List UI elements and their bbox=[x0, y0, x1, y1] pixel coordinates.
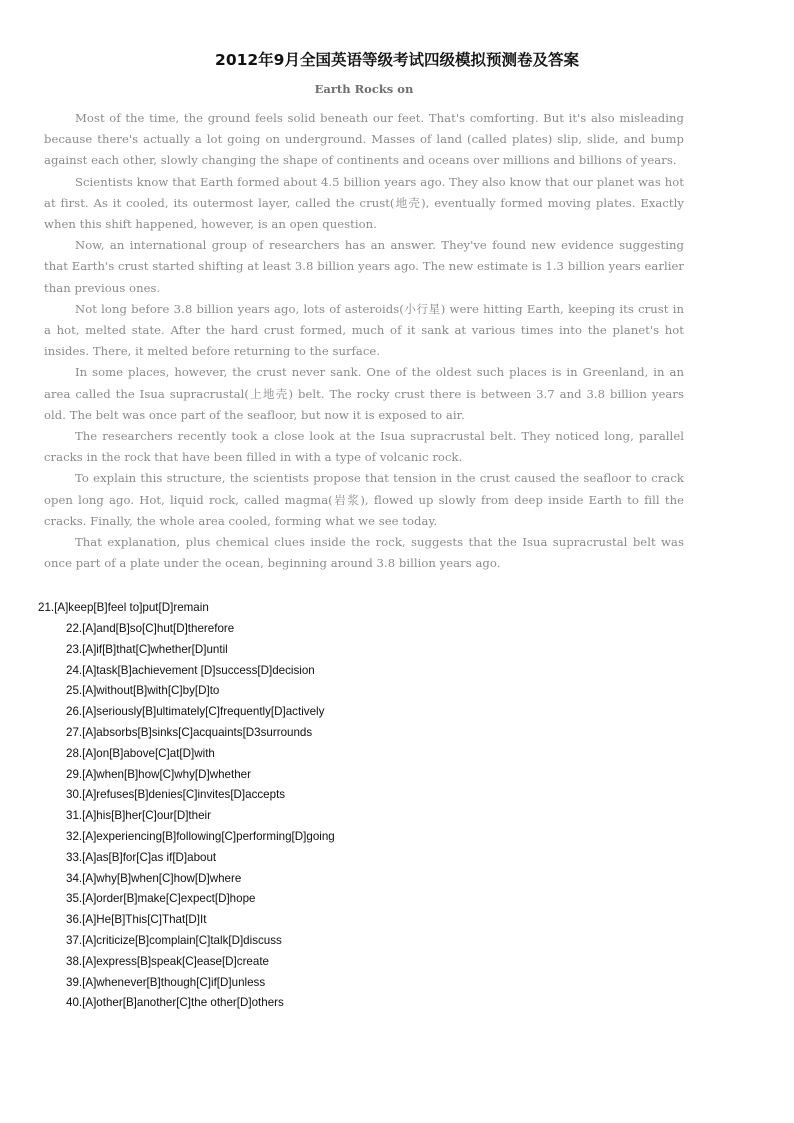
option-22: 22.[A]and[B]so[C]hut[D]therefore bbox=[66, 622, 235, 635]
option-38: 38.[A]express[B]speak[C]ease[D]create bbox=[66, 955, 269, 968]
article-paragraph-2: Scientists know that Earth formed about 4.5 billion years ago. They also know that our planet was hot at first. As it cooled, its outermost layer, called the crust(地壳), eventually formed moving plates. Exactly when this shift happened, however, is an open question. bbox=[44, 174, 684, 232]
article-paragraph-1: Most of the time, the ground feels solid beneath our feet. That's comforting. But it's also misleading because there's actually a lot going on underground. Masses of land (called plates) slip, slide, and bump against each other, slowly changing the shape of continents and oceans over millions and billions of years. bbox=[44, 111, 684, 168]
article-paragraph-5: In some places, however, the crust never sank. One of the oldest such places is in Greenland, in an area called the Isua supracrustal(上地壳) belt. The rocky crust there is between 3.7 and 3.8 billion years old. The belt was once part of the seafloor, but now it is exposed to air. bbox=[44, 365, 684, 422]
option-25: 25.[A]without[B]with[C]by[D]to bbox=[66, 684, 220, 697]
option-32: 32.[A]experiencing[B]following[C]performing[D]going bbox=[66, 830, 335, 843]
option-39: 39.[A]whenever[B]though[C]if[D]unless bbox=[66, 976, 266, 989]
option-21: 21.[A]keep[B]feel to]put[D]remain bbox=[38, 601, 209, 614]
article-paragraph-8: That explanation, plus chemical clues inside the rock, suggests that the Isua supracrustal belt was once part of a plate under the ocean, beginning around 3.8 billion years ago. bbox=[44, 535, 684, 571]
option-28: 28.[A]on[B]above[C]at[D]with bbox=[66, 747, 215, 760]
article-title: Earth Rocks on bbox=[314, 82, 414, 96]
option-23: 23.[A]if[B]that[C]whether[D]until bbox=[66, 643, 228, 656]
option-36: 36.[A]He[B]This[C]That[D]It bbox=[66, 913, 207, 926]
option-27: 27.[A]absorbs[B]sinks[C]acquaints[D3surrounds bbox=[66, 726, 313, 739]
option-31: 31.[A]his[B]her[C]our[D]their bbox=[66, 809, 211, 822]
option-35: 35.[A]order[B]make[C]expect[D]hope bbox=[66, 892, 256, 905]
option-24: 24.[A]task[B]achievement [D]success[D]decision bbox=[66, 664, 315, 677]
document-title: 2012年9月全国英语等级考试四级模拟预测卷及答案 bbox=[215, 51, 579, 69]
option-30: 30.[A]refuses[B]denies[C]invites[D]accepts bbox=[66, 788, 286, 801]
option-40: 40.[A]other[B]another[C]the other[D]others bbox=[66, 996, 284, 1009]
option-33: 33.[A]as[B]for[C]as if[D]about bbox=[66, 851, 217, 864]
article-paragraph-3: Now, an international group of researchers has an answer. They've found new evidence suggesting that Earth's crust started shifting at least 3.8 billion years ago. The new estimate is 1.3 billion years earlier than previous ones. bbox=[44, 238, 684, 295]
option-34: 34.[A]why[B]when[C]how[D]where bbox=[66, 872, 242, 885]
scanned-article bbox=[44, 76, 684, 604]
option-37: 37.[A]criticize[B]complain[C]talk[D]discuss bbox=[66, 934, 282, 947]
option-26: 26.[A]seriously[B]ultimately[C]frequently[D]actively bbox=[66, 705, 325, 718]
article-paragraph-4: Not long before 3.8 billion years ago, lots of asteroids(小行星) were hitting Earth, keeping its crust in a hot, melted state. After the hard crust formed, much of it sank at various times into the planet's hot insides. There, it melted before returning to the surface. bbox=[44, 301, 684, 359]
article-paragraph-6: The researchers recently took a close look at the Isua supracrustal belt. They noticed long, parallel cracks in the rock that have been filled in with a type of volcanic rock. bbox=[44, 429, 684, 465]
article-paragraph-7: To explain this structure, the scientists propose that tension in the crust caused the seafloor to crack open long ago. Hot, liquid rock, called magma(岩浆), flowed up slowly from deep inside Earth to fill the cracks. Finally, the whole area cooled, forming what we see today. bbox=[44, 471, 684, 528]
option-29: 29.[A]when[B]how[C]why[D]whether bbox=[66, 768, 251, 781]
